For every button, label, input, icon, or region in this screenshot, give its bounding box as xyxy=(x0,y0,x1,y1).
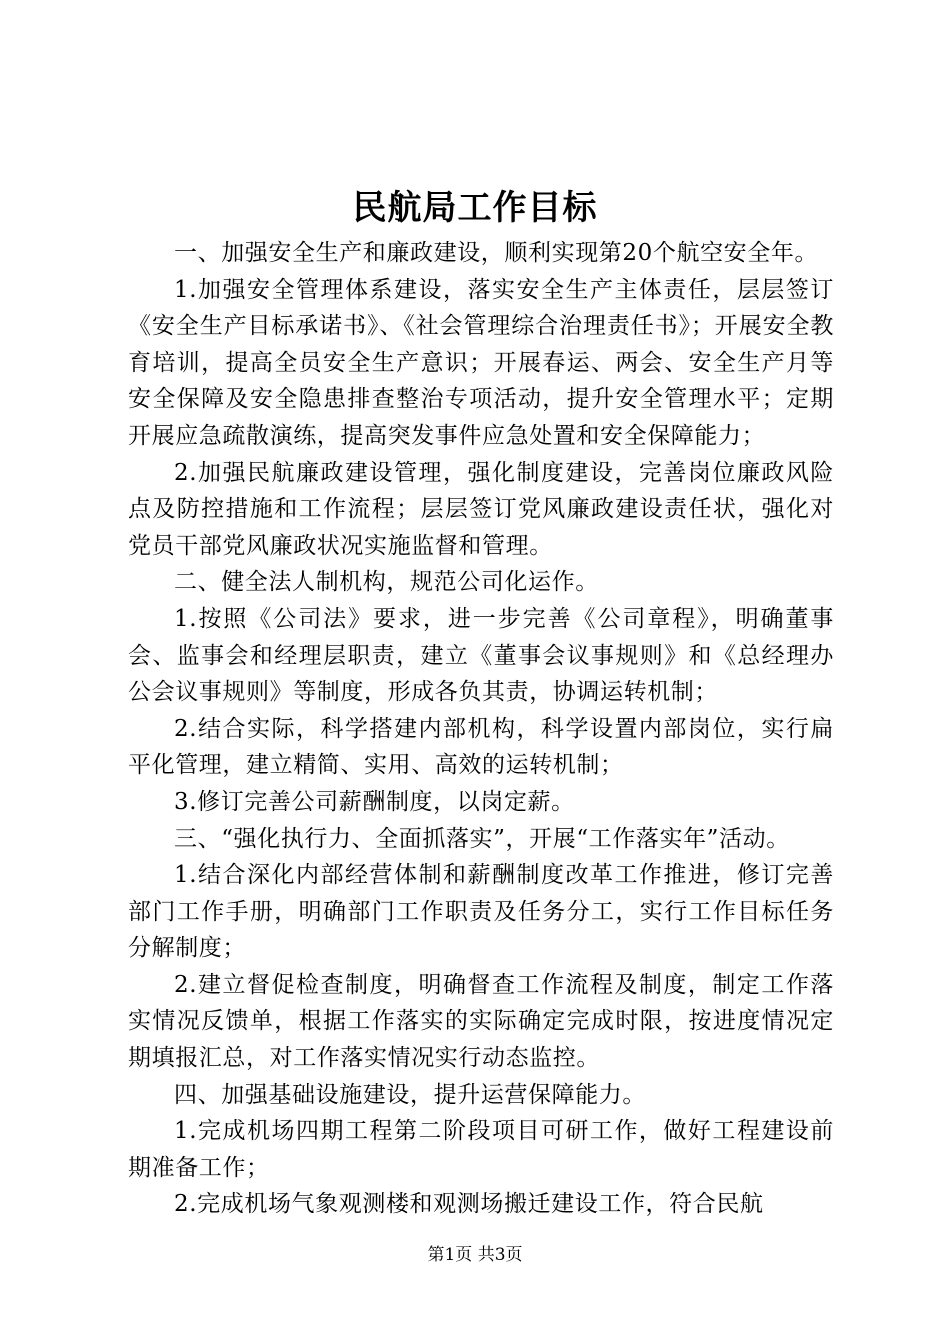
paragraph: 1.完成机场四期工程第二阶段项目可研工作，做好工程建设前期准备工作； xyxy=(128,1118,834,1181)
paragraph: 一、加强安全生产和廉政建设，顺利实现第20个航空安全年。 xyxy=(174,240,819,266)
paragraph: 二、健全法人制机构，规范公司化运作。 xyxy=(174,569,599,596)
paragraph: 1.结合深化内部经营体制和薪酬制度改革工作推进，修订完善部门工作手册，明确部门工作职责及任务分工，实行工作目标任务分解制度； xyxy=(128,862,834,962)
paragraph: 四、加强基础设施建设，提升运营保障能力。 xyxy=(174,1081,646,1108)
document-title: 民航局工作目标 xyxy=(352,188,598,228)
paragraph: 1.按照《公司法》要求，进一步完善《公司章程》，明确董事会、监事会和经理层职责，建立《董事会议事规则》和《总经理办公会议事规则》等制度，形成各负其责，协调运转机制； xyxy=(128,605,834,706)
paragraph: 三、“强化执行力、全面抓落实”，开展“工作落实年”活动。 xyxy=(174,825,790,852)
paragraph: 2.建立督促检查制度，明确督查工作流程及制度，制定工作落实情况反馈单，根据工作落实的实际确定完成时限，按进度情况定期填报汇总，对工作落实情况实行动态监控。 xyxy=(128,971,834,1072)
page-number-footer: 第1页 共3页 xyxy=(427,1245,523,1265)
paragraph: 1.加强安全管理体系建设，落实安全生产主体责任，层层签订《安全生产目标承诺书》、《社会管理综合治理责任书》；开展安全教育培训，提高全员安全生产意识；开展春运、两会、安全生产月等安全保障及安全隐患排查整治专项活动，提升安全管理水平；定期开展应急疏散演练，提高突发事件应急处置和安全保障能力； xyxy=(128,276,834,449)
paragraph: 3.修订完善公司薪酬制度，以岗定薪。 xyxy=(174,788,575,815)
paragraph: 2.完成机场气象观测楼和观测场搬迁建设工作，符合民航 xyxy=(174,1191,764,1218)
document-body xyxy=(128,235,834,1223)
paragraph: 2.加强民航廉政建设管理，强化制度建设，完善岗位廉政风险点及防控措施和工作流程；层层签订党风廉政建设责任状，强化对党员干部党风廉政状况实施监督和管理。 xyxy=(128,459,834,559)
paragraph: 2.结合实际，科学搭建内部机构，科学设置内部岗位，实行扁平化管理，建立精简、实用、高效的运转机制； xyxy=(128,715,834,779)
